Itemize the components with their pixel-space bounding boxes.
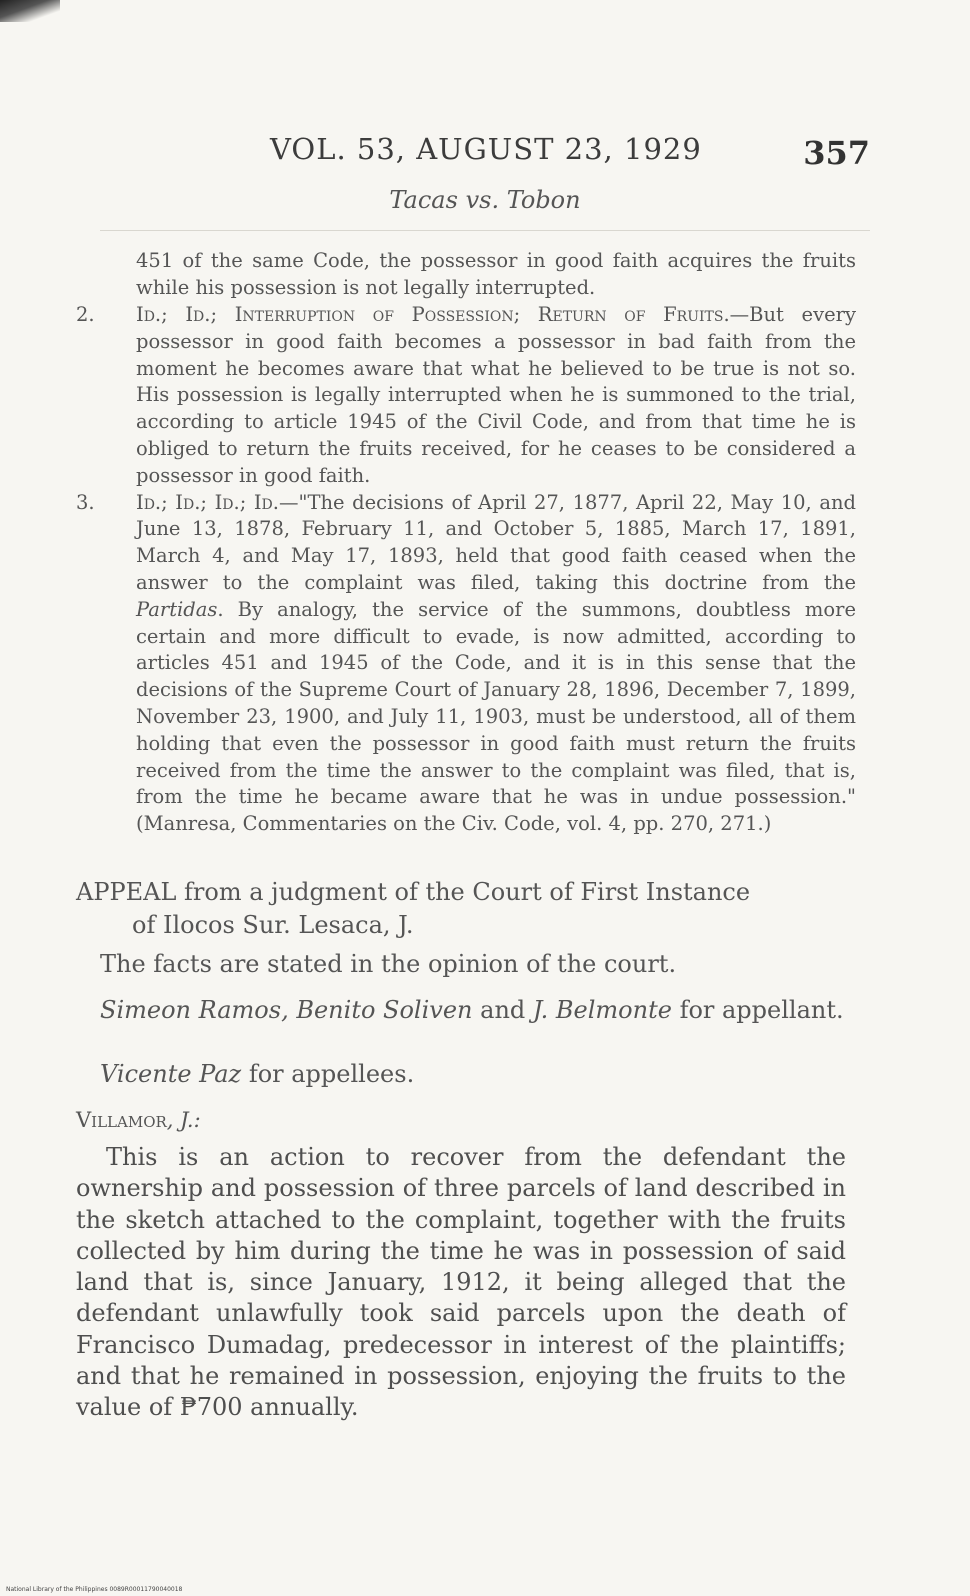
counsel-role: for appellees. [241,1060,415,1088]
counsel-role: for appellant. [671,996,844,1024]
header-rule [100,230,870,231]
syllabus-item-number: 2. [76,303,95,326]
syllabus-item-heading: Id.; Id.; Id.; Id. [136,490,279,514]
facts-statement: The facts are stated in the opinion of the court. [100,950,677,978]
running-head: VOL. 53, AUGUST 23, 1929 [270,132,702,166]
counsel-name: Benito Soliven [296,996,473,1024]
counsel-for-appellees [76,1058,870,1090]
scan-corner-shadow [0,0,60,22]
syllabus-item-2 [76,302,856,490]
syllabus-item-heading: Id.; Id.; Interruption of Possession; Return of Fruits. [136,303,730,326]
case-title-defendant: Tobon [506,186,581,214]
page-header [270,128,870,176]
counsel-and: and [472,996,533,1024]
syllabus-item-text-continued: . By analogy, the service of the summons, doubtless more certain and more difficult to evade, is now admitted, according to articles 451 and 1945 of the Code, and it is in this sense that the decisions of the Supreme Court of January 28, 1896, December 7, 1899, November 23, 1900, and July 11, 1903, must be understood, all of them holding that even the possessor in good faith must return the fruits received from the time the answer to the complaint was filed, that is, from the time he became aware that he was in undue possession." (Manresa, Commentaries on the Civ. Code, vol. 4, pp. 270, 271.) [136,597,856,836]
opinion-body [76,1142,846,1424]
syllabus-continued: 451 of the same Code, the possessor in good faith acquires the fruits while his possession is not legally interrupted. [136,249,856,299]
syllabus-item-3 [76,490,856,838]
appeal-line-1: APPEAL from a judgment of the Court of First Instance [76,878,751,906]
opinion-paragraph: This is an action to recover from the defendant the ownership and possession of three parcels of land described in the sketch attached to the complaint, together with the fruits collected by him during the time he was in possession of said land that is, since January, 1912, it being alleged that the defendant unlawfully took said parcels upon the death of Francisco Dumadag, predecessor in interest of the plaintiffs; and that he remained in possession, enjoying the fruits to the value of ₱700 annually. [76,1143,846,1422]
syllabus-item-italic: Partidas [136,597,218,621]
syllabus-item-number: 3. [76,490,95,514]
case-title [0,186,970,214]
counsel-name: Simeon Ramos [100,996,282,1024]
ponente-title: , J.: [166,1108,201,1132]
case-title-plaintiff: Tacas [389,186,458,214]
syllabus-item-text: —"The decisions of April 27, 1877, April 22, May 10, and June 13, 1878, February 11, and October 5, 1885, March 17, 1891, March 4, and May 17, 1893, held that good faith ceased when the answer to the complaint was filed, taking this doctrine from the [136,490,856,594]
appeal-statement [76,876,856,942]
appeal-line-2: of Ilocos Sur. Lesaca, J. [132,911,414,939]
syllabus-items [76,302,856,838]
counsel-for-appellant [76,994,846,1026]
ponente [76,1108,201,1132]
case-title-vs: vs. [465,186,500,214]
counsel-name: Vicente Paz [100,1060,242,1088]
page-number: 357 [803,134,870,172]
counsel-name: J. Belmonte [532,996,672,1024]
syllabus-item-text: —But every possessor in good faith becomes a possessor in bad faith from the moment he becomes aware that what he believed to be true is not so. His possession is legally interrupted when he is summoned to the trial, according to article 1945 of the Civil Code, and from that time he is obliged to return the fruits received, for he ceases to be considered a possessor in good faith. [136,303,856,487]
ponente-name: Villamor [76,1108,167,1132]
counsel-separator: , [281,996,297,1024]
scan-footer: National Library of the Philippines 0089R00011790040018 [6,1586,183,1593]
